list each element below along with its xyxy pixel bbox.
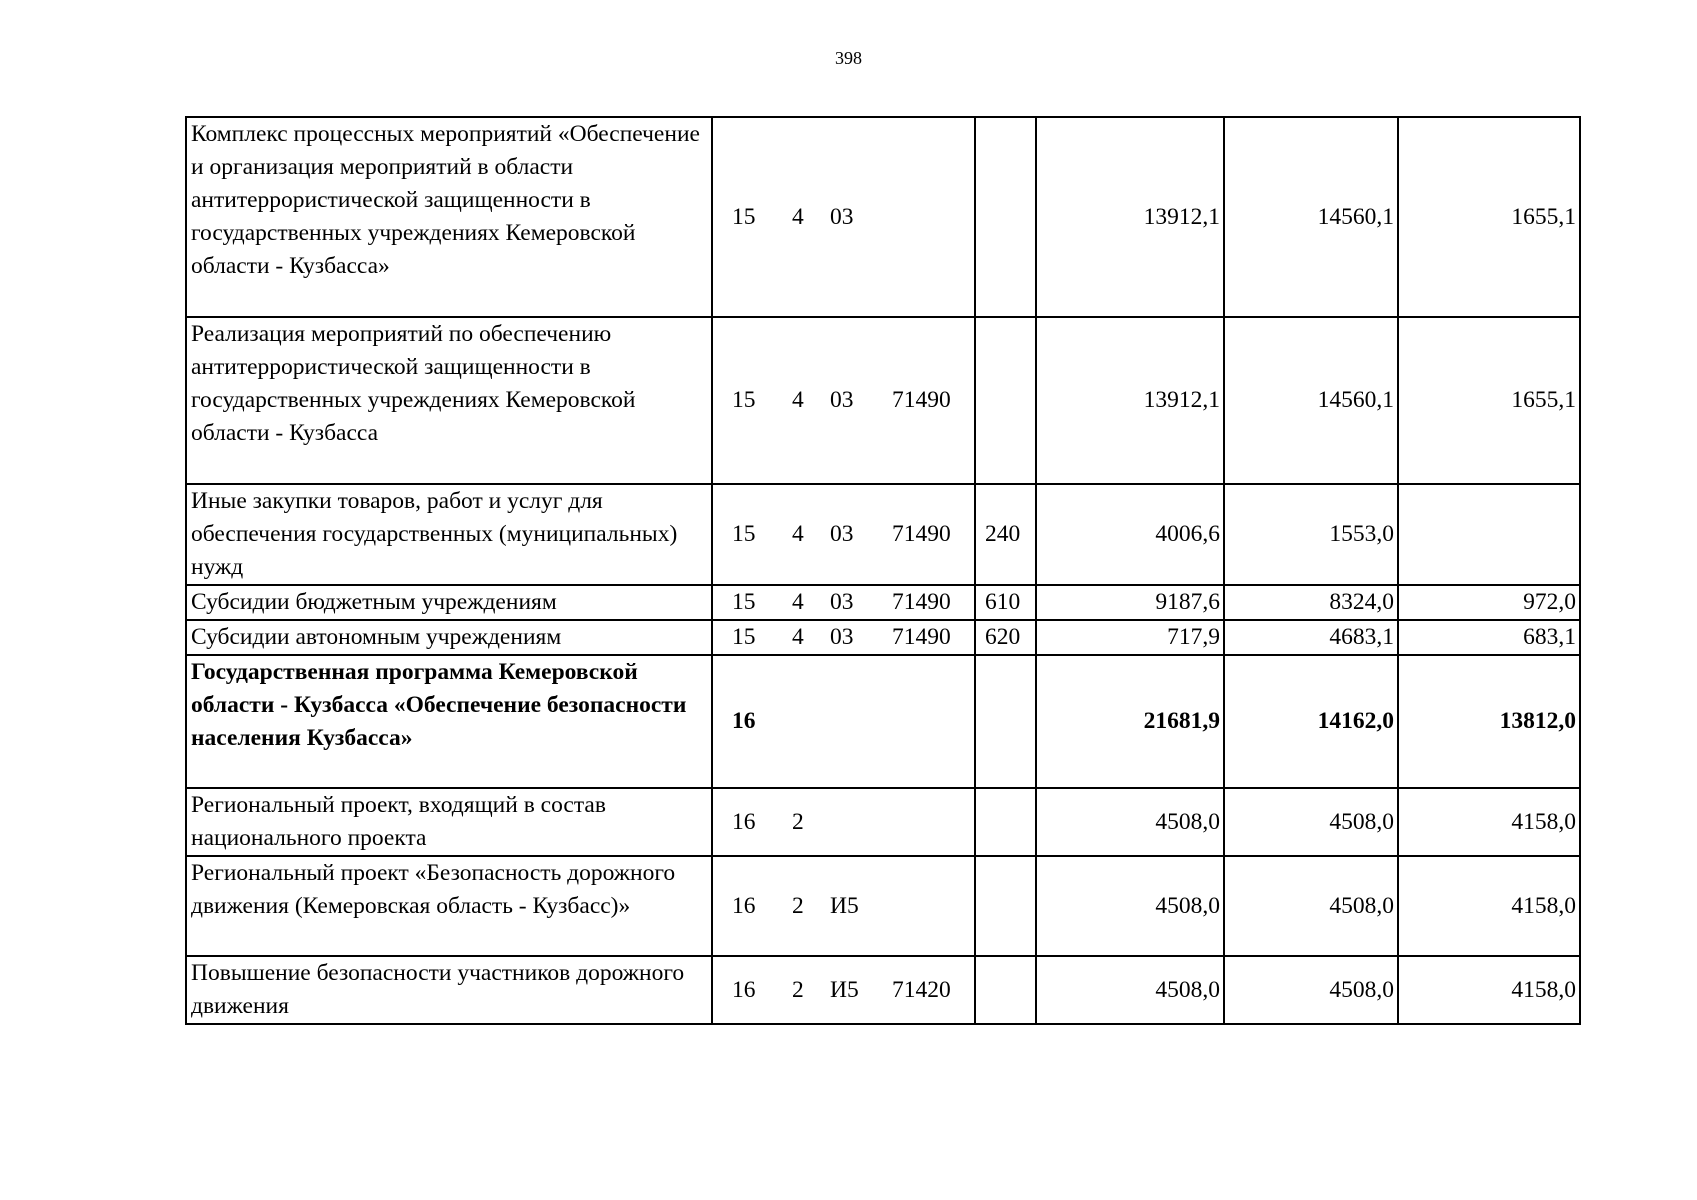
main-event-code: И5 bbox=[830, 892, 859, 919]
expense-type-code bbox=[975, 956, 1036, 1024]
row-codes bbox=[712, 317, 975, 484]
subprogram-code: 4 bbox=[792, 387, 804, 413]
amount-year-3: 1655,1 bbox=[1398, 317, 1580, 484]
program-code: 15 bbox=[732, 203, 756, 230]
row-codes bbox=[712, 956, 975, 1024]
amount-year-1: 4006,6 bbox=[1036, 484, 1224, 585]
subprogram-code: 4 bbox=[792, 589, 804, 615]
amount-year-1: 13912,1 bbox=[1036, 117, 1224, 317]
expense-type-code bbox=[975, 788, 1036, 856]
expense-type-code bbox=[975, 856, 1036, 956]
program-code: 15 bbox=[732, 624, 756, 650]
row-name: Комплекс процессных мероприятий «Обеспечение и организация мероприятий в области антитеррористической защищенности в государственных учреждениях Кемеровской области - Кузбасса» bbox=[186, 117, 712, 317]
table-row bbox=[186, 620, 1580, 655]
main-event-code: 03 bbox=[830, 624, 854, 650]
table-row bbox=[186, 788, 1580, 856]
program-code: 16 bbox=[732, 808, 756, 835]
amount-year-3: 13812,0 bbox=[1398, 655, 1580, 788]
expense-type-code bbox=[975, 655, 1036, 788]
row-codes bbox=[712, 585, 975, 620]
amount-year-1: 13912,1 bbox=[1036, 317, 1224, 484]
subprogram-code: 2 bbox=[792, 808, 804, 835]
amount-year-2: 1553,0 bbox=[1224, 484, 1398, 585]
amount-year-2: 14560,1 bbox=[1224, 317, 1398, 484]
table-row bbox=[186, 117, 1580, 317]
row-name: Региональный проект «Безопасность дорожного движения (Кемеровская область - Кузбасс)» bbox=[186, 856, 712, 956]
direction-code: 71420 bbox=[892, 976, 951, 1003]
amount-year-3: 1655,1 bbox=[1398, 117, 1580, 317]
page-number: 398 bbox=[835, 48, 862, 68]
table-row bbox=[186, 655, 1580, 788]
amount-year-2: 4683,1 bbox=[1224, 620, 1398, 655]
program-code: 15 bbox=[732, 521, 756, 547]
subprogram-code: 4 bbox=[792, 624, 804, 650]
row-codes bbox=[712, 856, 975, 956]
row-name: Государственная программа Кемеровской области - Кузбасса «Обеспечение безопасности населения Кузбасса» bbox=[186, 655, 712, 788]
program-code: 16 bbox=[732, 976, 756, 1003]
amount-year-3 bbox=[1398, 484, 1580, 585]
amount-year-2: 4508,0 bbox=[1224, 788, 1398, 856]
subprogram-code: 4 bbox=[792, 203, 804, 230]
direction-code: 71490 bbox=[892, 589, 951, 615]
row-name: Иные закупки товаров, работ и услуг для обеспечения государственных (муниципальных) нужд bbox=[186, 484, 712, 585]
amount-year-2: 14162,0 bbox=[1224, 655, 1398, 788]
row-codes bbox=[712, 484, 975, 585]
amount-year-3: 683,1 bbox=[1398, 620, 1580, 655]
amount-year-1: 4508,0 bbox=[1036, 956, 1224, 1024]
table-row bbox=[186, 585, 1580, 620]
amount-year-1: 717,9 bbox=[1036, 620, 1224, 655]
amount-year-2: 8324,0 bbox=[1224, 585, 1398, 620]
direction-code: 71490 bbox=[892, 624, 951, 650]
amount-year-3: 4158,0 bbox=[1398, 788, 1580, 856]
amount-year-2: 4508,0 bbox=[1224, 856, 1398, 956]
subprogram-code: 4 bbox=[792, 521, 804, 547]
table-row bbox=[186, 956, 1580, 1024]
row-name: Субсидии бюджетным учреждениям bbox=[186, 585, 712, 620]
main-event-code: 03 bbox=[830, 203, 854, 230]
direction-code: 71490 bbox=[892, 521, 951, 547]
table-row bbox=[186, 317, 1580, 484]
subprogram-code: 2 bbox=[792, 892, 804, 919]
program-code: 16 bbox=[732, 892, 756, 919]
expense-type-code: 240 bbox=[975, 484, 1036, 585]
row-name: Субсидии автономным учреждениям bbox=[186, 620, 712, 655]
program-code: 15 bbox=[732, 589, 756, 615]
amount-year-1: 9187,6 bbox=[1036, 585, 1224, 620]
main-event-code: И5 bbox=[830, 976, 859, 1003]
amount-year-2: 4508,0 bbox=[1224, 956, 1398, 1024]
table-row bbox=[186, 856, 1580, 956]
amount-year-2: 14560,1 bbox=[1224, 117, 1398, 317]
row-codes bbox=[712, 620, 975, 655]
amount-year-1: 4508,0 bbox=[1036, 856, 1224, 956]
amount-year-1: 4508,0 bbox=[1036, 788, 1224, 856]
direction-code: 71490 bbox=[892, 387, 951, 413]
expense-type-code bbox=[975, 317, 1036, 484]
table-row bbox=[186, 484, 1580, 585]
budget-table bbox=[185, 116, 1581, 1025]
amount-year-1: 21681,9 bbox=[1036, 655, 1224, 788]
main-event-code: 03 bbox=[830, 387, 854, 413]
amount-year-3: 4158,0 bbox=[1398, 956, 1580, 1024]
main-event-code: 03 bbox=[830, 589, 854, 615]
subprogram-code: 2 bbox=[792, 976, 804, 1003]
expense-type-code bbox=[975, 117, 1036, 317]
row-codes bbox=[712, 788, 975, 856]
amount-year-3: 972,0 bbox=[1398, 585, 1580, 620]
expense-type-code: 610 bbox=[975, 585, 1036, 620]
row-name: Повышение безопасности участников дорожного движения bbox=[186, 956, 712, 1024]
row-name: Реализация мероприятий по обеспечению антитеррористической защищенности в государственных учреждениях Кемеровской области - Кузбасса bbox=[186, 317, 712, 484]
row-codes bbox=[712, 117, 975, 317]
main-event-code: 03 bbox=[830, 521, 854, 547]
program-code: 16 bbox=[732, 708, 756, 734]
row-codes bbox=[712, 655, 975, 788]
expense-type-code: 620 bbox=[975, 620, 1036, 655]
row-name: Региональный проект, входящий в состав национального проекта bbox=[186, 788, 712, 856]
amount-year-3: 4158,0 bbox=[1398, 856, 1580, 956]
program-code: 15 bbox=[732, 387, 756, 413]
